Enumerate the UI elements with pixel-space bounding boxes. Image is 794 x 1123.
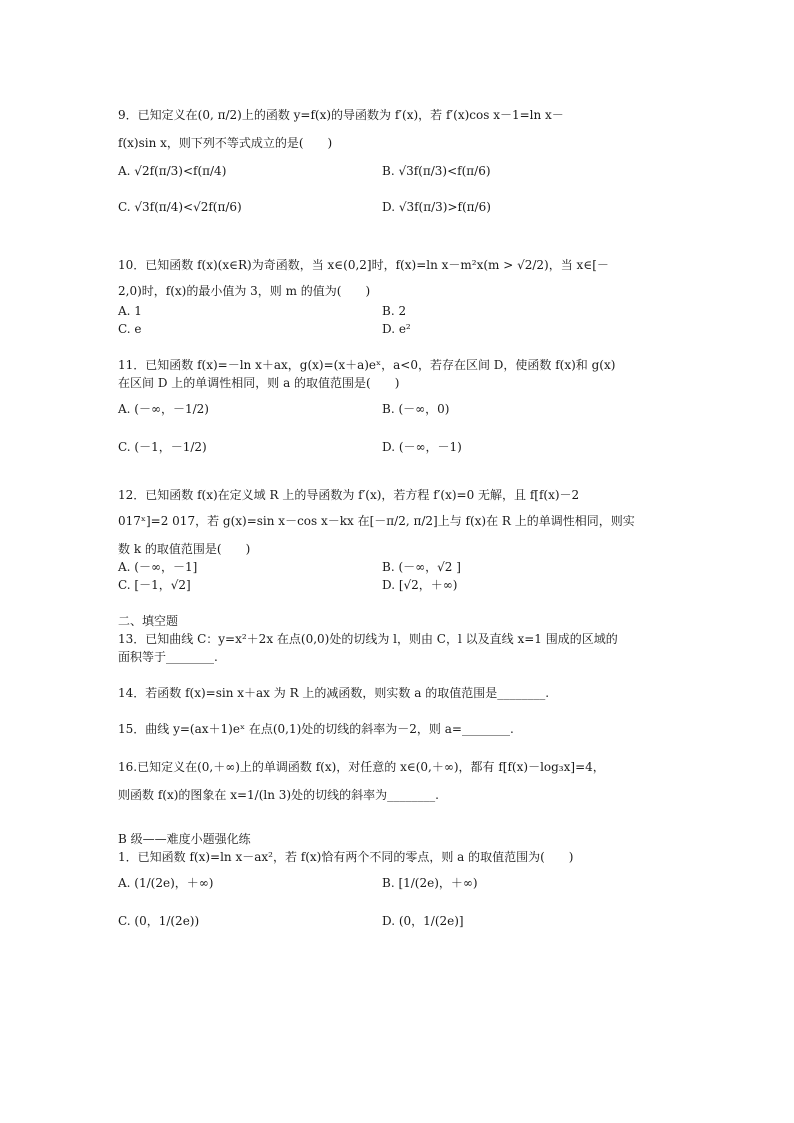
q13-stem-line2: 面积等于________.	[118, 650, 218, 664]
q10-stem-line1: 10．已知函数 f(x)(x∈R)为奇函数，当 x∈(0,2]时，f(x)=ln x－m²x(m > √2/2)，当 x∈[－	[118, 258, 609, 272]
q10-stem-line2: 2,0)时，f(x)的最小值为 3，则 m 的值为( )	[118, 284, 371, 298]
q16-stem-line2: 则函数 f(x)的图象在 x=1/(ln 3)处的切线的斜率为________.	[118, 788, 439, 802]
q14-stem: 14．若函数 f(x)=sin x＋ax 为 R 上的减函数，则实数 a 的取值范围是________.	[118, 686, 550, 700]
q9-stem-line1: 9．已知定义在(0, π/2)上的函数 y=f(x)的导函数为 f′(x)，若 f′(x)cos x－1=ln x－	[118, 108, 564, 122]
b1-option-a: A. (1/(2e)，＋∞)	[118, 876, 214, 890]
q12-stem-line2: 017ˣ]=2 017，若 g(x)=sin x－cos x－kx 在[－π/2, π/2]上与 f(x)在 R 上的单调性相同，则实	[118, 514, 635, 528]
q11-option-a: A. (－∞，－1/2)	[118, 402, 209, 416]
q12-option-c: C. [－1，√2]	[118, 578, 191, 592]
b1-stem: 1．已知函数 f(x)=ln x－ax²，若 f(x)恰有两个不同的零点，则 a 的取值范围为( )	[118, 850, 574, 864]
q10-option-b: B. 2	[382, 304, 407, 318]
q10-option-a: A. 1	[118, 304, 142, 318]
q12-option-b: B. (－∞，√2 ]	[382, 560, 461, 574]
q16-stem-line1: 16.已知定义在(0,＋∞)上的单调函数 f(x)，对任意的 x∈(0,＋∞)，都有 f[f(x)－log₃x]=4，	[118, 760, 605, 774]
q11-option-d: D. (－∞，－1)	[382, 440, 462, 454]
section-heading-b-level: B 级——难度小题强化练	[118, 832, 251, 846]
q9-option-a: A. √2f(π/3)<f(π/4)	[118, 164, 227, 178]
q10-option-d: D. e²	[382, 322, 411, 336]
q9-option-b: B. √3f(π/3)<f(π/6)	[382, 164, 491, 178]
q11-stem-line1: 11．已知函数 f(x)=－ln x＋ax，g(x)=(x＋a)eˣ，a<0，若存在区间 D，使函数 f(x)和 g(x)	[118, 358, 616, 372]
b1-option-b: B. [1/(2e)，＋∞)	[382, 876, 478, 890]
q11-option-b: B. (－∞，0)	[382, 402, 450, 416]
q11-option-c: C. (－1，－1/2)	[118, 440, 207, 454]
q9-option-d: D. √3f(π/3)>f(π/6)	[382, 200, 491, 214]
q15-stem: 15．曲线 y=(ax＋1)eˣ 在点(0,1)处的切线的斜率为－2，则 a=________.	[118, 722, 514, 736]
q10-option-c: C. e	[118, 322, 142, 336]
q9-stem-line2: f(x)sin x，则下列不等式成立的是( )	[118, 136, 333, 150]
q12-option-a: A. (－∞，－1]	[118, 560, 198, 574]
section-heading-fill-in: 二、填空题	[118, 614, 179, 628]
q9-option-c: C. √3f(π/4)<√2f(π/6)	[118, 200, 242, 214]
b1-option-d: D. (0，1/(2e)]	[382, 914, 464, 928]
q12-stem-line3: 数 k 的取值范围是( )	[118, 542, 251, 556]
q12-stem-line1: 12．已知函数 f(x)在定义域 R 上的导函数为 f′(x)，若方程 f′(x)=0 无解，且 f[f(x)－2	[118, 488, 580, 502]
q13-stem-line1: 13．已知曲线 C：y=x²＋2x 在点(0,0)处的切线为 l，则由 C，l 以及直线 x=1 围成的区域的	[118, 632, 618, 646]
q12-option-d: D. [√2，＋∞)	[382, 578, 458, 592]
b1-option-c: C. (0，1/(2e))	[118, 914, 200, 928]
q11-stem-line2: 在区间 D 上的单调性相同，则 a 的取值范围是( )	[118, 376, 400, 390]
